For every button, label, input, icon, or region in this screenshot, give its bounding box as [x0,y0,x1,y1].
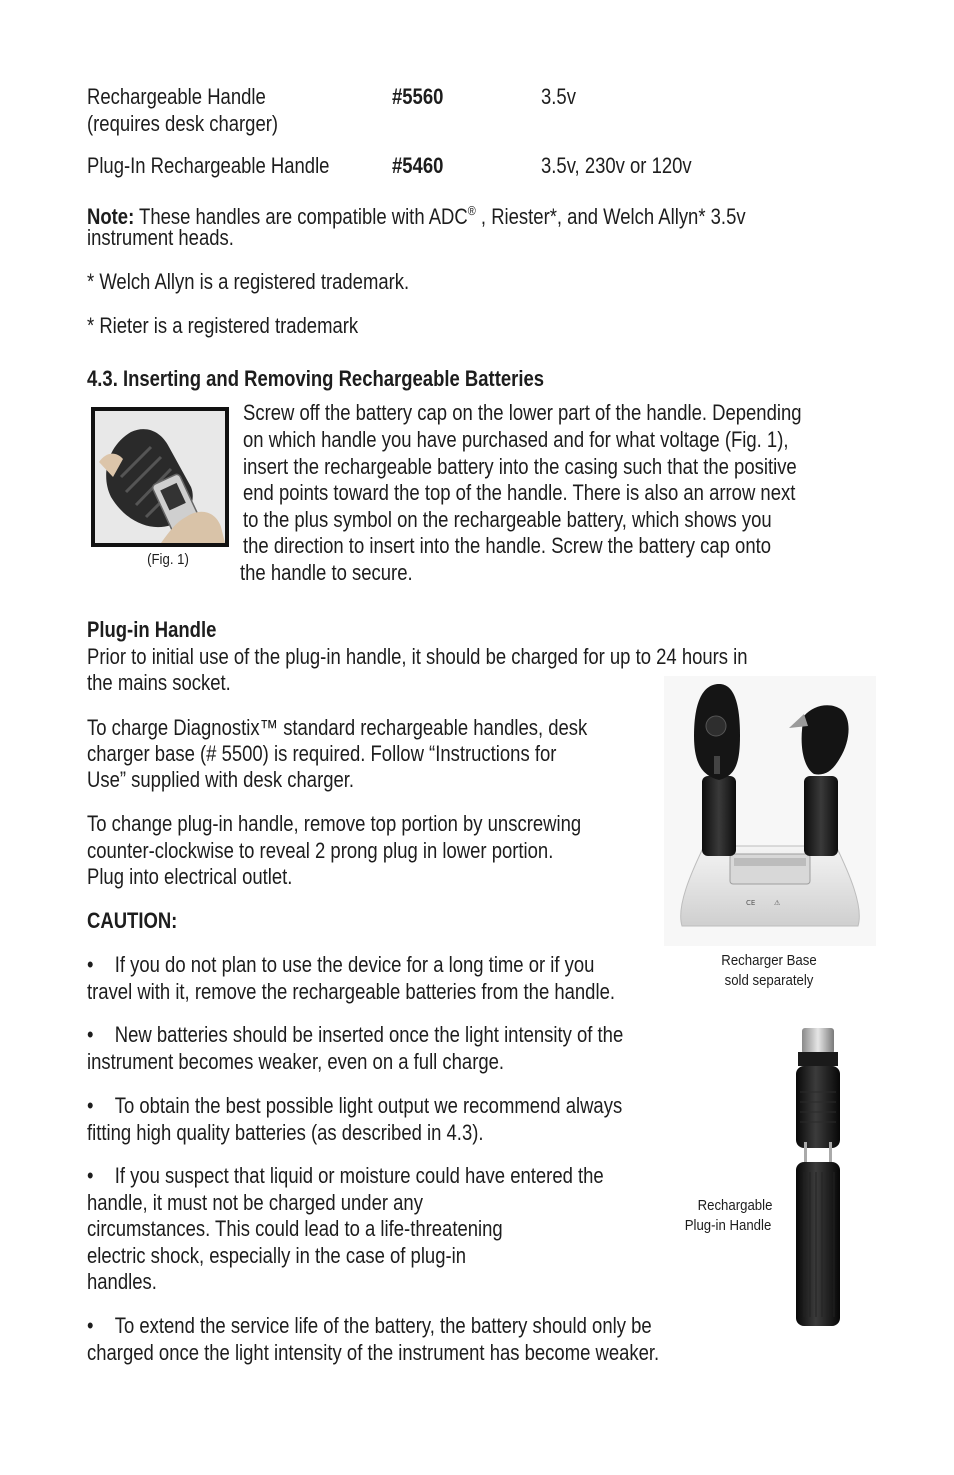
fig1-battery-photo [91,407,229,547]
bullet-4-line-2: handle, it must not be charged under any [87,1190,423,1215]
bullet-4-line-3: circumstances. This could lead to a life-threatening [87,1216,503,1241]
bullet-4-line-1: • If you suspect that liquid or moisture could have entered the [87,1163,604,1188]
trademark-rieter: * Rieter is a registered trademark [87,313,359,338]
bullet-mark: • [87,1313,94,1338]
plugin-heading: Plug-in Handle [87,617,217,642]
recharger-caption-2: sold separately [724,972,814,989]
insert-line-1: Screw off the battery cap on the lower part of the handle. Depending [243,400,802,425]
bullet-4-line-4: electric shock, especially in the case of plug-in [87,1243,467,1268]
bullet-1-line-1: • If you do not plan to use the device for a long time or if you [87,952,595,977]
bullet-5-line-1: • To extend the service life of the battery, the battery should only be [87,1313,652,1338]
recharger-caption-1: Recharger Base [721,952,817,969]
change-line-3: Plug into electrical outlet. [87,864,293,889]
plugin-line-1: Prior to initial use of the plug-in handle, it should be charged for up to 24 hours in [87,644,748,669]
plugin-handle-photo [788,1022,848,1330]
insert-line-3: insert the rechargeable battery into the casing such that the positive [243,454,797,479]
insert-line-6: the direction to insert into the handle. Screw the battery cap onto [243,533,772,558]
bullet-1-line-2: travel with it, remove the rechargeable batteries from the handle. [87,979,615,1004]
warning-mark: ⚠ [774,899,781,907]
handle-1-voltage: 3.5v [541,84,576,109]
handle-1-name: Rechargeable Handle [87,84,266,109]
ce-mark: CE [746,899,756,907]
handle-2-voltage: 3.5v, 230v or 120v [541,153,692,178]
insert-line-4: end points toward the top of the handle. There is also an arrow next [243,480,796,505]
handle-1-part: #5560 [392,84,444,109]
bullet-mark: • [87,1093,94,1118]
fig1-caption: (Fig. 1) [147,551,189,568]
handle-2-name: Plug-In Rechargeable Handle [87,153,330,178]
trademark-welch-allyn: * Welch Allyn is a registered trademark. [87,269,410,294]
section-heading: 4.3. Inserting and Removing Rechargeable Batteries [87,366,545,391]
caution-heading: CAUTION: [87,908,178,933]
bullet-mark: • [87,1022,94,1047]
note-text-end: , Riester*, and Welch Allyn* 3.5v [475,204,746,229]
bullet-3-line-1: • To obtain the best possible light output we recommend always [87,1093,623,1118]
recharger-base-photo [664,676,876,946]
handle-2-part: #5460 [392,153,444,178]
insert-line-2: on which handle you have purchased and for what voltage (Fig. 1), [243,427,789,452]
compat-note-line2: instrument heads. [87,225,234,250]
charge-line-2: charger base (# 5500) is required. Follow “Instructions for [87,741,557,766]
bullet-5-line-2: charged once the light intensity of the instrument has become weaker. [87,1340,660,1365]
plugin-caption-2: Plug-in Handle [684,1217,772,1234]
change-line-1: To change plug-in handle, remove top portion by unscrewing [87,811,582,836]
handle-1-note: (requires desk charger) [87,111,279,136]
charge-line-3: Use” supplied with desk charger. [87,767,355,792]
insert-line-7: the handle to secure. [240,560,413,585]
plugin-line-2: the mains socket. [87,670,231,695]
bullet-2-line-2: instrument becomes weaker, even on a full charge. [87,1049,505,1074]
insert-line-5: to the plus symbol on the rechargeable battery, which shows you [243,507,772,532]
bullet-3-line-2: fitting high quality batteries (as described in 4.3). [87,1120,484,1145]
note-text: These handles are compatible with ADC [134,204,468,229]
plugin-caption-1: Rechargable [697,1197,773,1214]
charge-line-1: To charge Diagnostix™ standard rechargeable handles, desk [87,715,588,740]
registered-mark: ® [467,203,476,218]
note-label: Note: [87,204,135,229]
bullet-mark: • [87,1163,94,1188]
bullet-2-line-1: • New batteries should be inserted once the light intensity of the [87,1022,624,1047]
bullet-4-line-5: handles. [87,1269,157,1294]
change-line-2: counter-clockwise to reveal 2 prong plug in lower portion. [87,838,554,863]
bullet-mark: • [87,952,94,977]
